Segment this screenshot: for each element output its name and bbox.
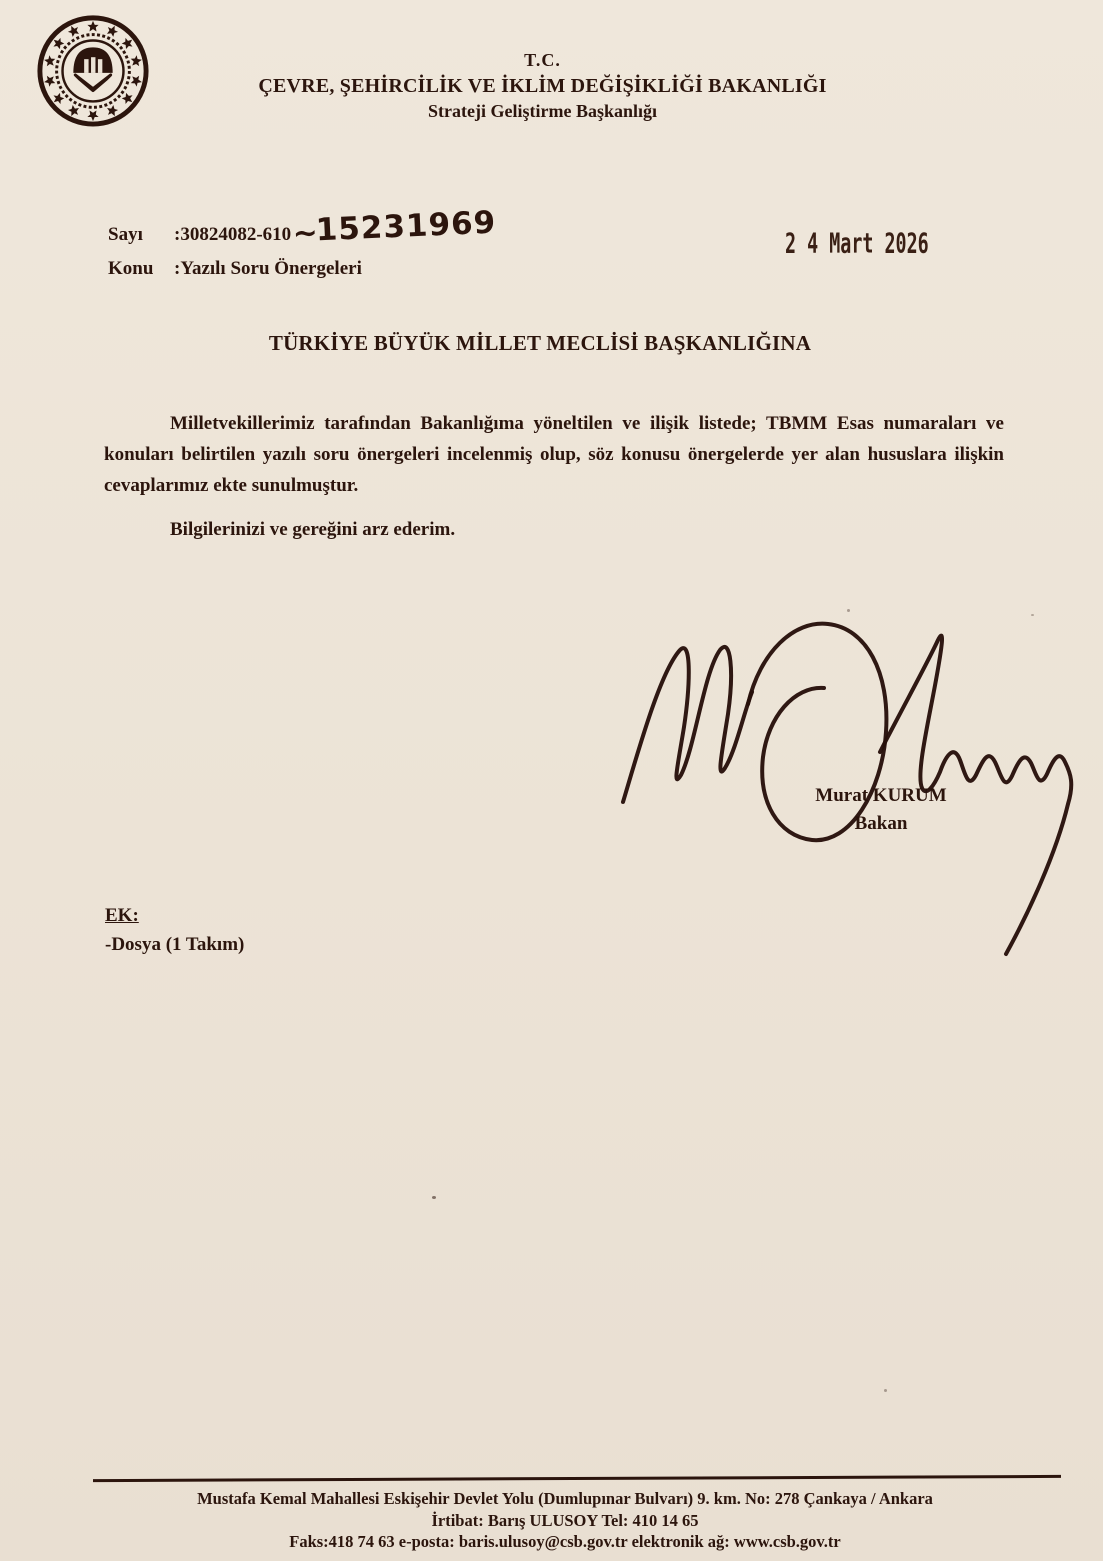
footer-address: Mustafa Kemal Mahallesi Eskişehir Devlet Yolu (Dumlupınar Bulvarı) 9. km. No: 278 Çankaya / Ankara — [197, 1489, 933, 1508]
letterhead-tc: T.C. — [524, 50, 561, 70]
attachment-label: EK: — [105, 905, 139, 926]
sayi-label: Sayı — [108, 224, 143, 245]
handwritten-digits: 15231969 — [315, 204, 498, 249]
scan-speck — [884, 1389, 887, 1392]
body-paragraph-1: Milletvekillerimiz tarafından Bakanlığıma yöneltilen ve ilişik listede; TBMM Esas numaraları ve konuları belirtilen yazılı soru önergeleri incelenmiş olup, söz konusu önergelerde yer alan hususlara ilişkin cevaplarımız ekte sunulmuştur. — [104, 413, 1004, 496]
signer-name: Murat KURUM — [815, 785, 947, 806]
handwritten-signature — [598, 592, 1090, 964]
scan-speck — [1031, 614, 1034, 616]
date-stamp: 2 4 Mart 2026 — [785, 228, 929, 260]
sayi-handwritten-number — [292, 204, 498, 252]
footer-contact: İrtibat: Barış ULUSOY Tel: 410 14 65 — [431, 1510, 699, 1530]
document-meta — [108, 204, 498, 284]
letterhead-department: Strateji Geliştirme Başkanlığı — [428, 101, 657, 121]
letterhead — [0, 50, 1085, 122]
attachment-section — [105, 901, 244, 959]
footer-divider — [93, 1475, 1061, 1482]
scan-speck — [847, 609, 850, 612]
letterhead-ministry: ÇEVRE, ŞEHİRCİLİK VE İKLİM DEĞİŞİKLİĞİ BAKANLIĞI — [258, 75, 827, 97]
scan-speck — [432, 1196, 436, 1199]
sayi-row — [108, 204, 498, 254]
handwritten-tilde: ~ — [292, 215, 317, 252]
konu-label: Konu — [108, 258, 154, 279]
konu-row — [108, 254, 497, 284]
konu-value: :Yazılı Soru Önergeleri — [174, 258, 362, 279]
signature-block — [766, 782, 996, 838]
recipient-title: TÜRKİYE BÜYÜK MİLLET MECLİSİ BAŞKANLIĞINA — [268, 331, 812, 355]
body-paragraph-2: Bilgilerinizi ve gereğini arz ederim. — [170, 519, 456, 540]
footer-fax-email: Faks:418 74 63 e-posta: baris.ulusoy@csb.gov.tr elektronik ağ: www.csb.gov.tr — [289, 1532, 841, 1551]
footer — [20, 1488, 1103, 1553]
sayi-value: :30824082-610 — [174, 224, 292, 245]
signer-title: Bakan — [854, 813, 908, 834]
attachment-item: -Dosya (1 Takım) — [105, 934, 245, 955]
